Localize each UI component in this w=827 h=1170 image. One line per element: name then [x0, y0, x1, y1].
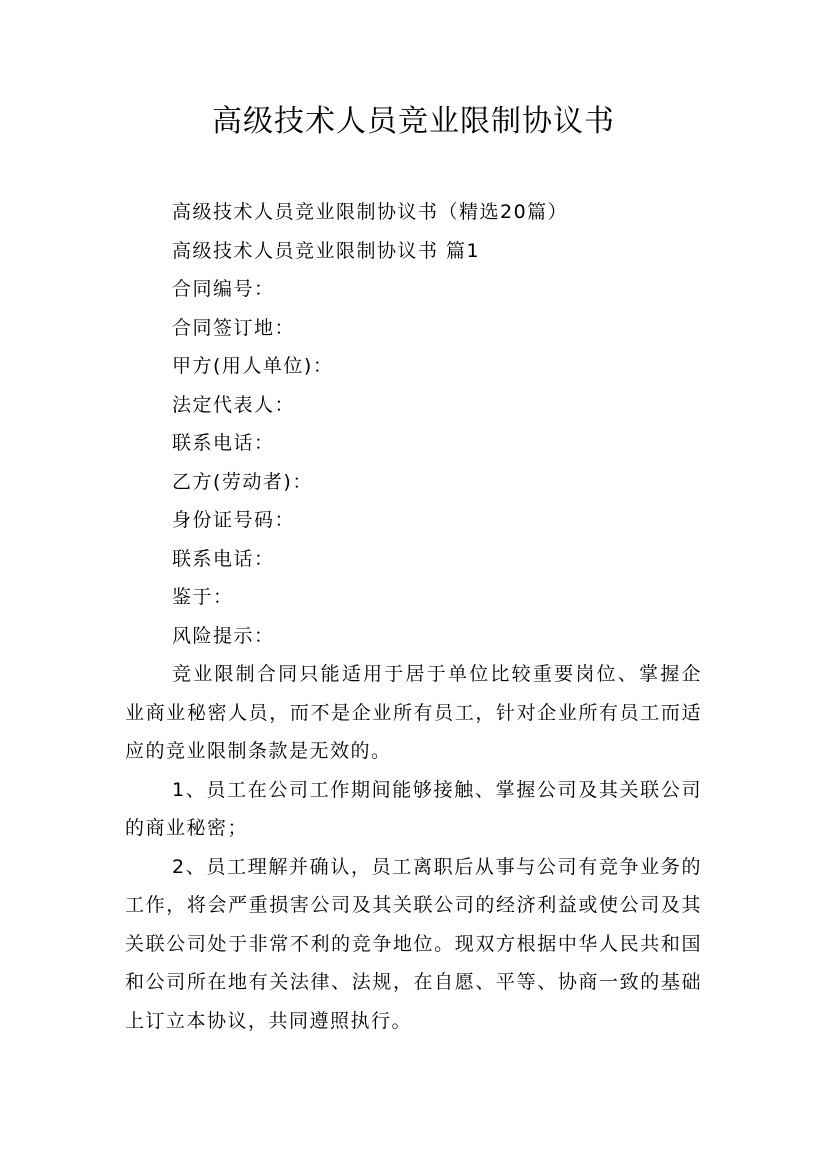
- subtitle-line: 高级技术人员竞业限制协议书（精选20篇）: [172, 201, 569, 223]
- clause-2-paragraph: 2、员工理解并确认，员工离职后从事与公司有竞争业务的工作，将会严重损害公司及其关联公司的经济利益或使公司及其关联公司处于非常不利的竞争地位。现双方根据中华人民共和国和公司所在地有关法律、法规，在自愿、平等、协商一致的基础上订立本协议，共同遵照执行。: [125, 855, 702, 1032]
- party-b-phone-field: 联系电话：: [172, 547, 275, 570]
- party-b-field: 乙方(劳动者)：: [172, 470, 313, 493]
- risk-notice-paragraph: 竞业限制合同只能适用于居于单位比较重要岗位、掌握企业商业秘密人员，而不是企业所有员工，针对企业所有员工而适应的竞业限制条款是无效的。: [125, 663, 702, 762]
- signing-place-field: 合同签订地：: [172, 316, 296, 339]
- risk-notice-heading: 风险提示：: [172, 624, 275, 647]
- clause-1-paragraph: 1、员工在公司工作期间能够接触、掌握公司及其关联公司的商业秘密；: [125, 778, 702, 839]
- section-heading: 高级技术人员竞业限制协议书 篇1: [172, 239, 481, 262]
- document-title: 高级技术人员竞业限制协议书: [212, 104, 615, 139]
- id-number-field: 身份证号码：: [172, 509, 296, 531]
- party-a-phone-field: 联系电话：: [172, 432, 275, 454]
- contract-number-field: 合同编号：: [172, 278, 275, 300]
- whereas-heading: 鉴于：: [172, 586, 234, 608]
- legal-representative-field: 法定代表人：: [172, 393, 296, 416]
- party-a-field: 甲方(用人单位)：: [172, 355, 334, 377]
- document-body: [125, 193, 702, 1040]
